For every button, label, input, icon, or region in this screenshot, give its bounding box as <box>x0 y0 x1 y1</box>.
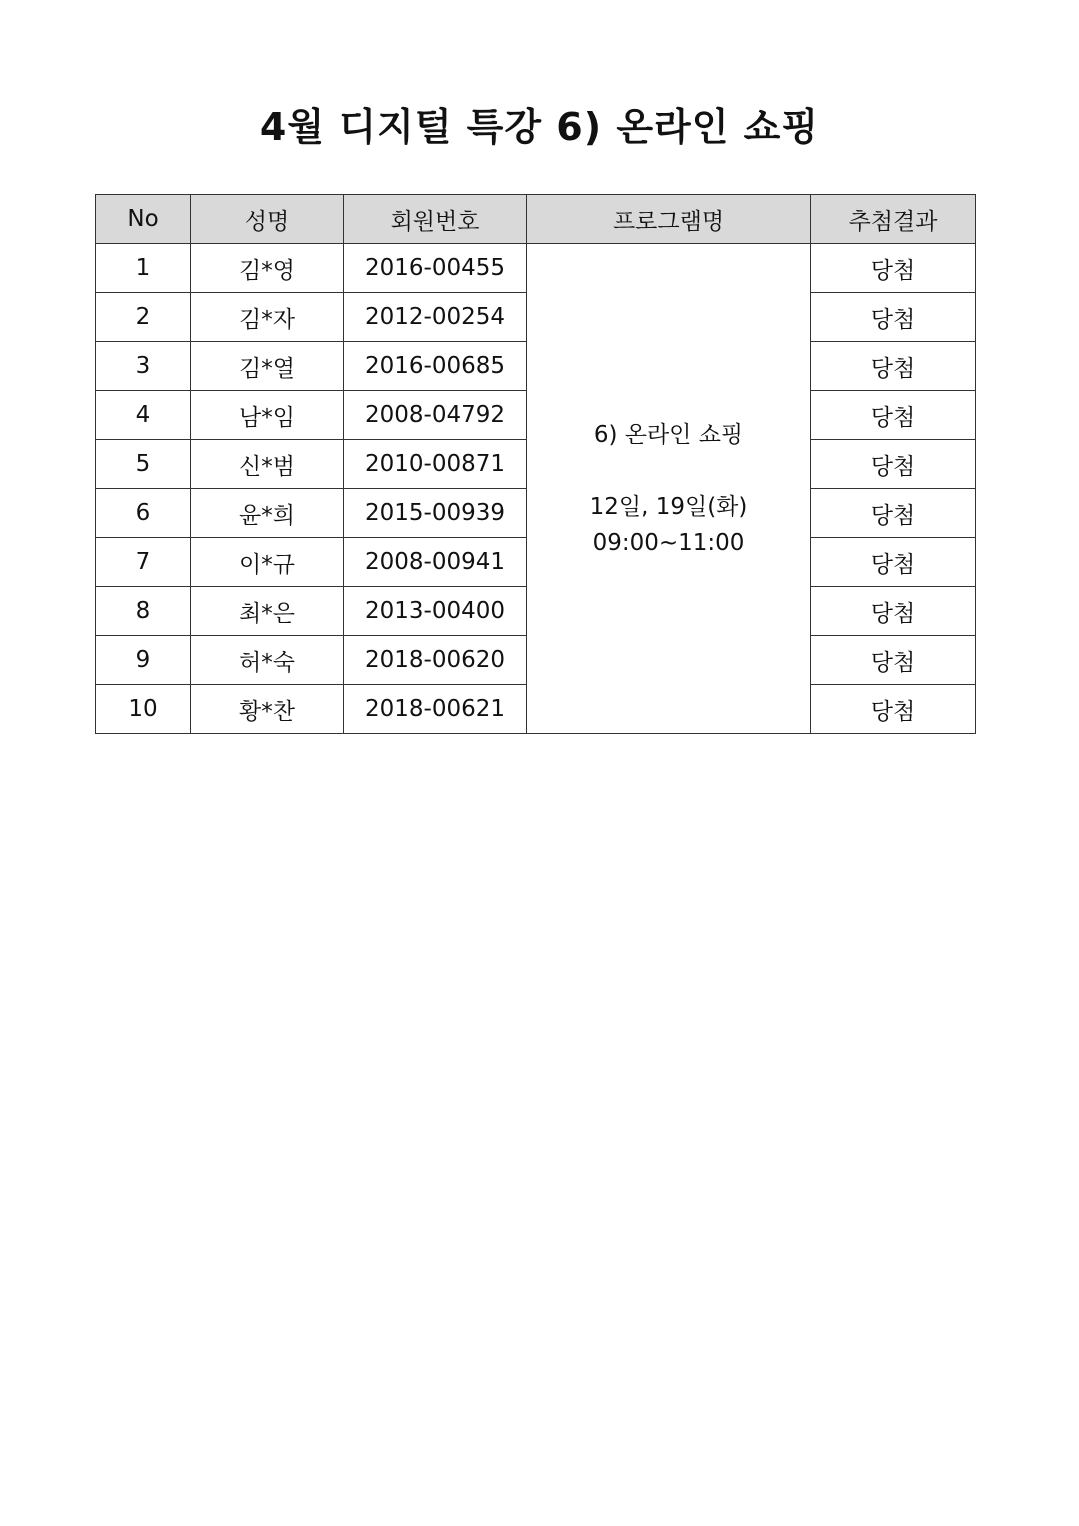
cell-result: 당첨 <box>811 293 976 342</box>
cell-member-id: 2013-00400 <box>344 587 527 636</box>
program-spacer <box>527 453 810 489</box>
cell-result: 당첨 <box>811 685 976 734</box>
cell-name: 허*숙 <box>191 636 344 685</box>
cell-no: 9 <box>96 636 191 685</box>
cell-result: 당첨 <box>811 489 976 538</box>
cell-name: 김*자 <box>191 293 344 342</box>
cell-result: 당첨 <box>811 636 976 685</box>
cell-member-id: 2010-00871 <box>344 440 527 489</box>
cell-name: 최*은 <box>191 587 344 636</box>
cell-name: 황*찬 <box>191 685 344 734</box>
cell-name: 신*범 <box>191 440 344 489</box>
cell-member-id: 2015-00939 <box>344 489 527 538</box>
cell-name: 이*규 <box>191 538 344 587</box>
cell-no: 3 <box>96 342 191 391</box>
cell-result: 당첨 <box>811 440 976 489</box>
program-time: 09:00~11:00 <box>592 529 745 556</box>
header-program: 프로그램명 <box>527 195 811 244</box>
cell-no: 10 <box>96 685 191 734</box>
program-dates: 12일, 19일(화) <box>589 493 748 520</box>
header-name: 성명 <box>191 195 344 244</box>
cell-member-id: 2008-00941 <box>344 538 527 587</box>
cell-member-id: 2018-00620 <box>344 636 527 685</box>
cell-no: 6 <box>96 489 191 538</box>
cell-result: 당첨 <box>811 244 976 293</box>
program-cell <box>527 244 811 734</box>
cell-name: 남*임 <box>191 391 344 440</box>
cell-name: 김*열 <box>191 342 344 391</box>
cell-result: 당첨 <box>811 391 976 440</box>
program-name: 6) 온라인 쇼핑 <box>593 421 744 448</box>
page-title: 4월 디지털 특강 6) 온라인 쇼핑 <box>259 105 820 149</box>
lottery-result-table <box>95 194 976 734</box>
header-no: No <box>96 195 191 244</box>
cell-result: 당첨 <box>811 587 976 636</box>
cell-no: 7 <box>96 538 191 587</box>
cell-no: 1 <box>96 244 191 293</box>
cell-member-id: 2012-00254 <box>344 293 527 342</box>
cell-member-id: 2008-04792 <box>344 391 527 440</box>
cell-no: 2 <box>96 293 191 342</box>
cell-result: 당첨 <box>811 342 976 391</box>
cell-member-id: 2018-00621 <box>344 685 527 734</box>
cell-member-id: 2016-00685 <box>344 342 527 391</box>
cell-name: 김*영 <box>191 244 344 293</box>
header-result: 추첨결과 <box>811 195 976 244</box>
cell-result: 당첨 <box>811 538 976 587</box>
header-member-id: 회원번호 <box>344 195 527 244</box>
cell-name: 윤*희 <box>191 489 344 538</box>
cell-no: 5 <box>96 440 191 489</box>
table-row <box>96 244 976 293</box>
cell-no: 8 <box>96 587 191 636</box>
cell-no: 4 <box>96 391 191 440</box>
table-header-row <box>96 195 976 244</box>
cell-member-id: 2016-00455 <box>344 244 527 293</box>
